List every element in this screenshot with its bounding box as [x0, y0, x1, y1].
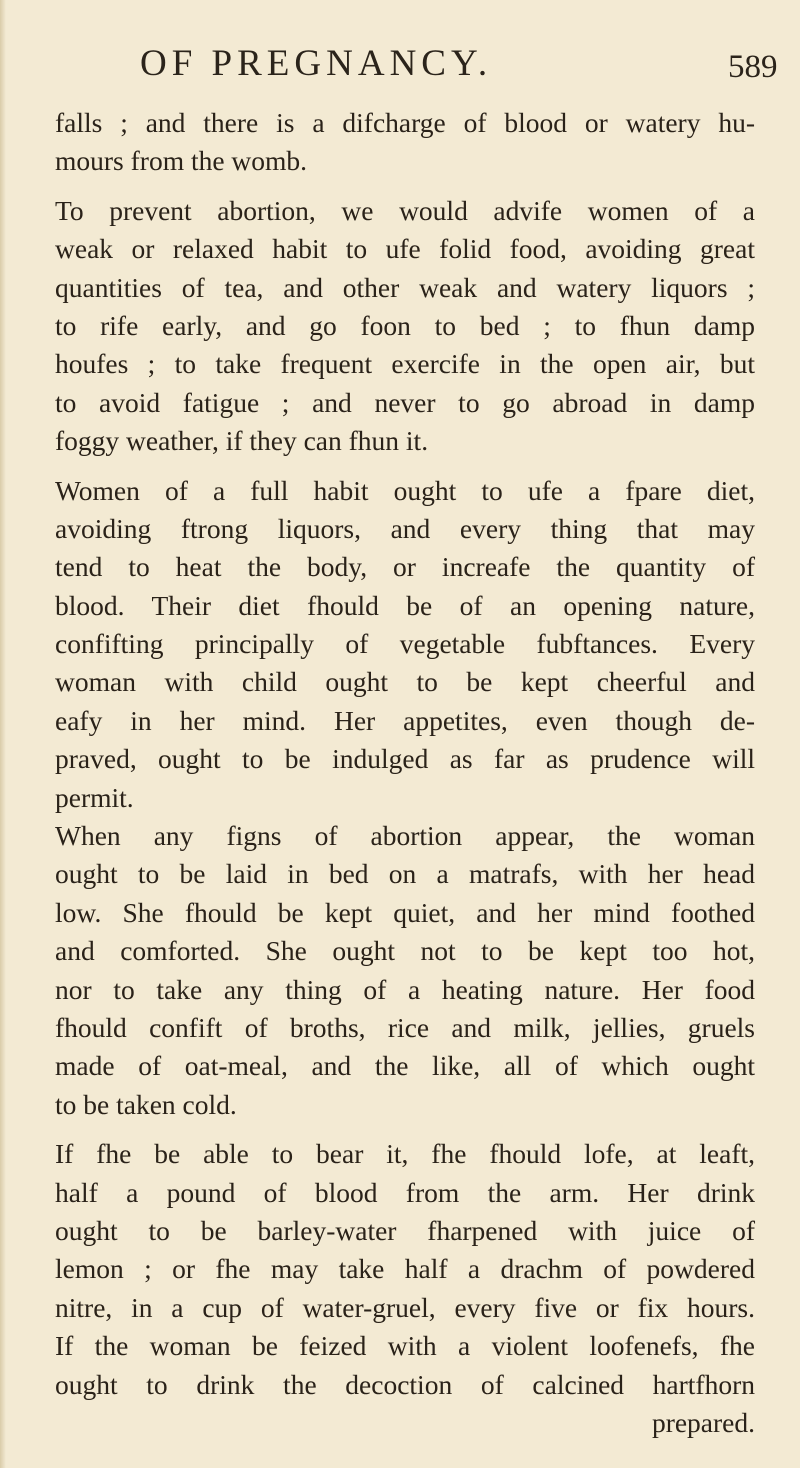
text-line: and comforted. She ought not to be kept too hot, — [55, 935, 755, 967]
text-line: When any figns of abortion appear, the woman — [55, 820, 755, 852]
page-header — [0, 42, 800, 90]
text-line: houfes ; to take frequent exercife in the open air, but — [55, 348, 755, 380]
text-line: made of oat-meal, and the like, all of which ought — [55, 1050, 755, 1082]
text-line: praved, ought to be indulged as far as prudence will — [55, 743, 755, 775]
running-head: OF PREGNANCY. — [140, 43, 493, 84]
text-line: lemon ; or fhe may take half a drachm of powdered — [55, 1253, 755, 1285]
page-gutter-shadow — [0, 0, 6, 1468]
paragraph — [55, 192, 755, 461]
text-line: If fhe be able to bear it, fhe fhould lofe, at leaft, — [55, 1138, 755, 1170]
body-text — [55, 104, 755, 1442]
text-line: foggy weather, if they can fhun it. — [55, 425, 429, 457]
paragraph — [55, 1135, 755, 1442]
paragraph — [55, 817, 755, 1124]
text-line: weak or relaxed habit to ufe folid food, avoiding great — [55, 233, 755, 265]
paragraph — [55, 472, 755, 818]
text-line: tend to heat the body, or increafe the quantity of — [55, 551, 755, 583]
text-line: nor to take any thing of a heating nature. Her food — [55, 973, 755, 1005]
text-line: woman with child ought to be kept cheerful and — [55, 666, 755, 698]
text-line: Women of a full habit ought to ufe a fpare diet, — [55, 474, 755, 506]
text-line: half a pound of blood from the arm. Her drink — [55, 1176, 755, 1208]
text-line: eafy in her mind. Her appetites, even though de- — [55, 704, 755, 736]
text-line: If the woman be feized with a violent loofenefs, fhe — [55, 1330, 755, 1362]
text-line: mours from the womb. — [55, 145, 308, 177]
text-line: quantities of tea, and other weak and watery liquors ; — [55, 271, 755, 303]
text-line: to be taken cold. — [55, 1088, 237, 1120]
text-line: ought to be barley-water fharpened with juice of — [55, 1214, 755, 1246]
text-line: falls ; and there is a difcharge of blood or watery hu- — [55, 107, 755, 138]
text-line: low. She fhould be kept quiet, and her mind foothed — [55, 896, 755, 928]
text-line: permit. — [55, 781, 134, 813]
text-line: fhould confift of broths, rice and milk, jellies, gruels — [55, 1011, 755, 1043]
text-line: ought to drink the decoction of calcined hartfhorn — [55, 1368, 755, 1400]
text-line: blood. Their diet fhould be of an opening nature, — [55, 589, 755, 621]
text-line: avoiding ftrong liquors, and every thing that may — [55, 512, 755, 544]
paragraph — [55, 104, 755, 181]
text-line: nitre, in a cup of water-gruel, every five or fix hours. — [55, 1291, 755, 1323]
text-line: to rife early, and go foon to bed ; to fhun damp — [55, 309, 755, 341]
text-line: confifting principally of vegetable fubftances. Every — [55, 628, 755, 660]
text-line: to avoid fatigue ; and never to go abroad in damp — [55, 386, 755, 418]
text-line: To prevent abortion, we would advife women of a — [55, 194, 755, 226]
text-line: prepared. — [651, 1406, 755, 1438]
text-line: ought to be laid in bed on a matrafs, with her head — [55, 858, 755, 890]
page-number: 589 — [728, 49, 778, 85]
